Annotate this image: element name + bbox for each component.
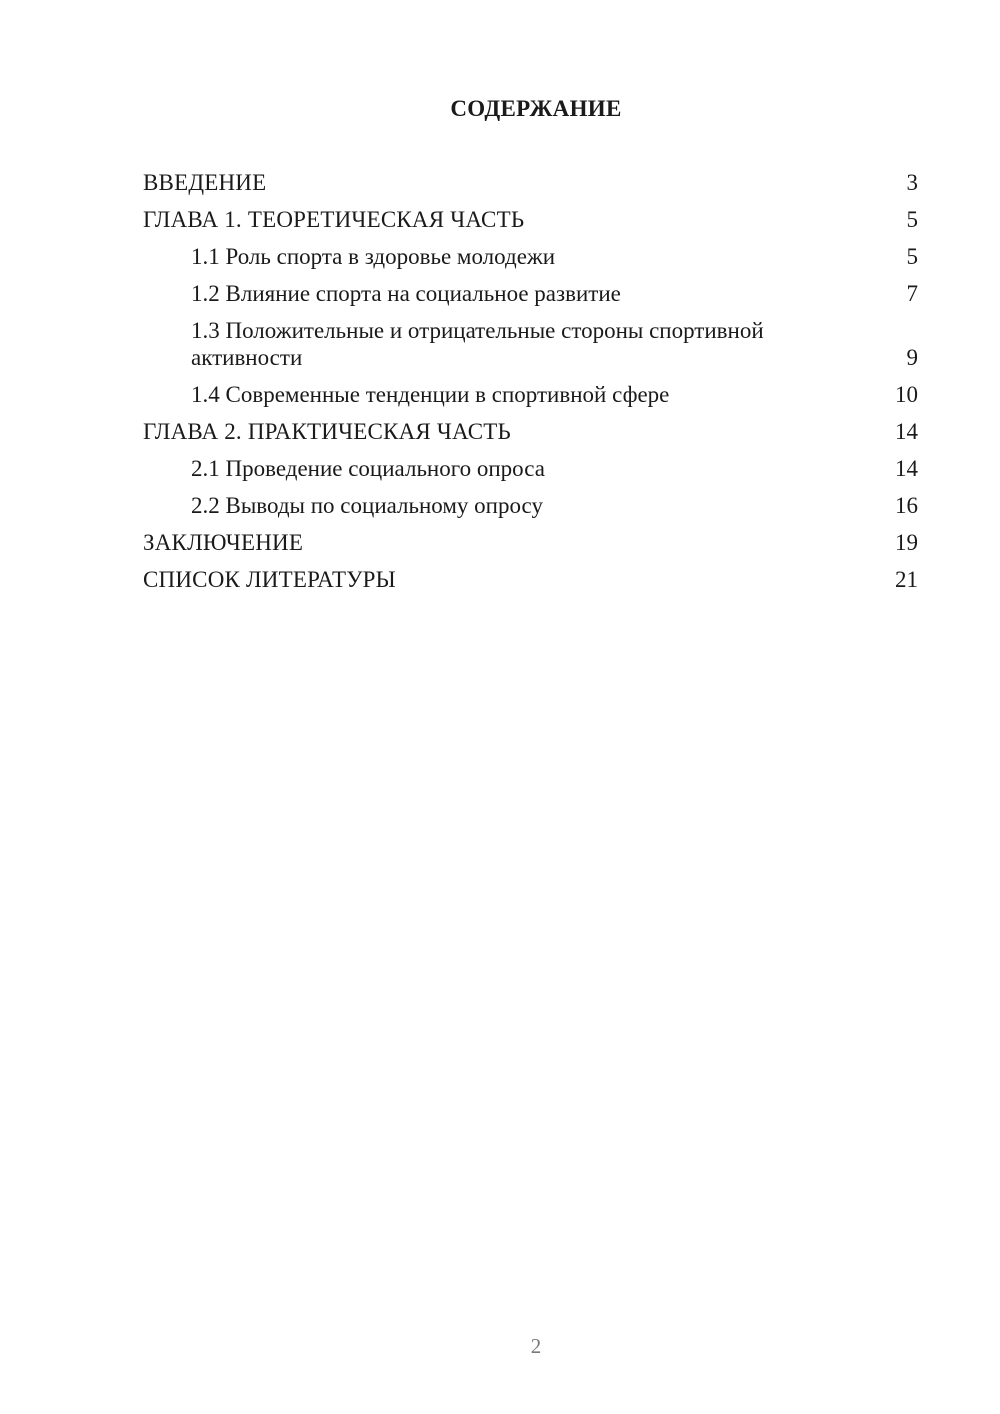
toc-entry-label: 2.2 Выводы по социальному опросу bbox=[191, 493, 543, 518]
toc-entry-introduction[interactable] bbox=[143, 169, 918, 196]
toc-entry-page: 9 bbox=[906, 345, 918, 370]
table-of-contents bbox=[143, 169, 918, 603]
toc-entry-label: ВВЕДЕНИЕ bbox=[143, 170, 267, 195]
toc-entry-page: 16 bbox=[895, 493, 918, 518]
toc-entry-label: ГЛАВА 1. ТЕОРЕТИЧЕСКАЯ ЧАСТЬ bbox=[143, 207, 525, 232]
toc-entry-label: 1.3 Положительные и отрицательные стороны спортивной активности bbox=[191, 318, 764, 370]
toc-entry-label: 2.1 Проведение социального опроса bbox=[191, 456, 545, 481]
toc-entry-section-2-1[interactable] bbox=[143, 455, 918, 482]
toc-entry-section-1-3[interactable] bbox=[143, 317, 918, 371]
toc-entry-page: 19 bbox=[895, 530, 918, 555]
toc-entry-conclusion[interactable] bbox=[143, 529, 918, 556]
toc-entry-references[interactable] bbox=[143, 566, 918, 593]
page-title: СОДЕРЖАНИЕ bbox=[450, 96, 622, 121]
toc-entry-label: ЗАКЛЮЧЕНИЕ bbox=[143, 530, 304, 555]
toc-entry-label: 1.4 Современные тенденции в спортивной сфере bbox=[191, 382, 670, 407]
toc-entry-section-1-1[interactable] bbox=[143, 243, 918, 270]
toc-entry-page: 10 bbox=[895, 382, 918, 407]
toc-entry-page: 14 bbox=[895, 456, 918, 481]
toc-entry-page: 7 bbox=[906, 281, 918, 306]
toc-entry-section-2-2[interactable] bbox=[143, 492, 918, 519]
page-number: 2 bbox=[530, 1334, 542, 1358]
toc-entry-page: 3 bbox=[906, 170, 918, 195]
toc-entry-section-1-2[interactable] bbox=[143, 280, 918, 307]
toc-entry-chapter-2[interactable] bbox=[143, 418, 918, 445]
toc-entry-label: ГЛАВА 2. ПРАКТИЧЕСКАЯ ЧАСТЬ bbox=[143, 419, 511, 444]
toc-entry-label: 1.2 Влияние спорта на социальное развитие bbox=[191, 281, 621, 306]
toc-entry-page: 5 bbox=[906, 207, 918, 232]
toc-entry-page: 14 bbox=[895, 419, 918, 444]
toc-entry-page: 21 bbox=[895, 567, 918, 592]
toc-entry-label: СПИСОК ЛИТЕРАТУРЫ bbox=[143, 567, 396, 592]
toc-entry-label: 1.1 Роль спорта в здоровье молодежи bbox=[191, 244, 556, 269]
toc-entry-page: 5 bbox=[906, 244, 918, 269]
toc-entry-chapter-1[interactable] bbox=[143, 206, 918, 233]
toc-entry-section-1-4[interactable] bbox=[143, 381, 918, 408]
